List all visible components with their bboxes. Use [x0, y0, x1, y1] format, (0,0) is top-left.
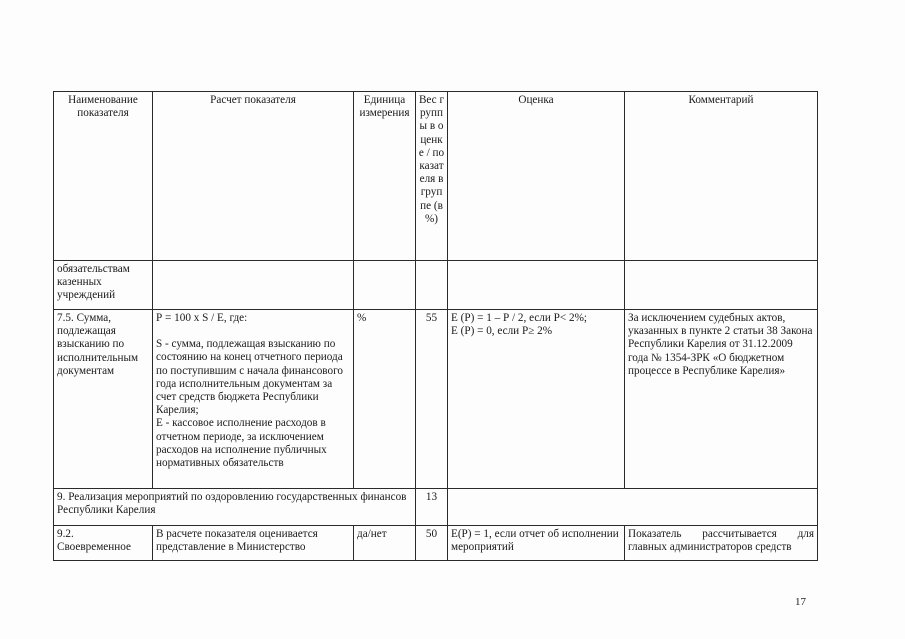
row-score: Е(Р) = 1, если отчет об исполнении мероприятий — [448, 526, 625, 561]
row-score — [448, 310, 625, 489]
table-row — [54, 489, 818, 526]
row-unit: % — [354, 310, 416, 489]
header-score: Оценка — [448, 92, 625, 261]
calc-e-definition: Е - кассовое исполнение расходов в отчетном периоде, за исключением расходов на исполнение публичных нормативных обязательств — [156, 417, 327, 470]
row-name: 7.5. Сумма, подлежащая взысканию по исполнительным документам — [54, 310, 153, 489]
calc-s-definition: S - сумма, подлежащая взысканию по состоянию на конец отчетного периода по поступившим с начала финансового года исполнительным документам за счет средств бюджета Республики Карелия; — [156, 338, 344, 417]
row-unit: да/нет — [354, 526, 416, 561]
row-calc — [153, 261, 354, 310]
row-comment: Показатель рассчитывается для главных администраторов средств — [625, 526, 818, 561]
row-weight: 50 — [416, 526, 448, 561]
score-rule-1: Е (Р) = 1 – Р / 2, если Р< 2%; — [451, 312, 588, 324]
score-rule-2: Е (Р) = 0, если Р≥ 2% — [451, 325, 553, 338]
section-title: 9. Реализация мероприятий по оздоровлению государственных финансов Республики Карелия — [54, 489, 416, 526]
row-score — [448, 261, 625, 310]
page-number: 17 — [795, 596, 806, 608]
header-weight: Вес группы в оценке / показателя в группе (в %) — [416, 92, 448, 261]
header-name: Наименование показателя — [54, 92, 153, 261]
row-unit — [354, 261, 416, 310]
table-row — [54, 526, 818, 561]
row-calc: В расчете показателя оценивается представление в Министерство — [153, 526, 354, 561]
header-unit: Единица измерения — [354, 92, 416, 261]
table-header-row — [54, 92, 818, 261]
calc-formula: Р = 100 x S / E, где: — [156, 312, 248, 324]
header-calc: Расчет показателя — [153, 92, 354, 261]
header-comment: Комментарий — [625, 92, 818, 261]
row-weight — [416, 261, 448, 310]
row-weight: 13 — [416, 489, 448, 526]
table-row — [54, 261, 818, 310]
row-calc — [153, 310, 354, 489]
row-empty — [448, 489, 818, 526]
indicators-table — [53, 91, 818, 561]
row-comment — [625, 261, 818, 310]
row-name: обязательствам казенных учреждений — [54, 261, 153, 310]
row-comment: За исключением судебных актов, указанных в пункте 2 статьи 38 Закона Республики Карелия от 31.12.2009 года № 1354-ЗРК «О бюджетном процессе в Республике Карелия» — [625, 310, 818, 489]
table-row — [54, 310, 818, 489]
row-weight: 55 — [416, 310, 448, 489]
row-name: 9.2. Своевременное — [54, 526, 153, 561]
